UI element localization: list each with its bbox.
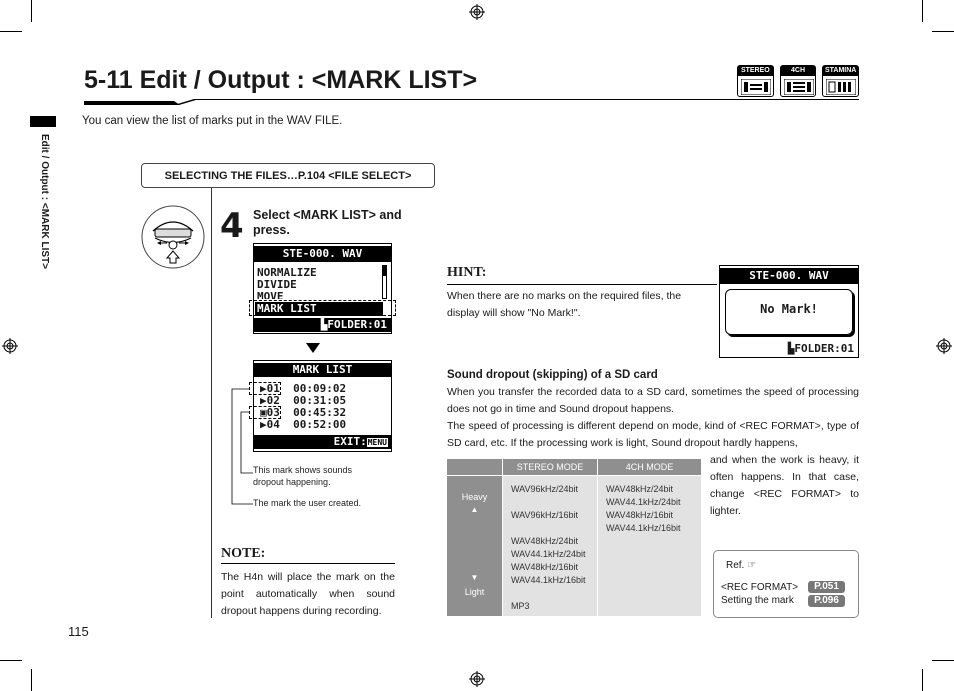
heavy-label: Heavy (461, 492, 488, 502)
mark-row: ▶04 00:52:00 (260, 418, 347, 431)
triangle-down-icon: ▼ (470, 573, 479, 582)
dropout-side-text: and when the work is heavy, it often happens. In that case, change <REC FORMAT> to lighter. (710, 454, 859, 517)
crop-mark (932, 31, 954, 32)
lcd-footer: ▙FOLDER:01 (787, 342, 854, 355)
select-files-box: SELECTING THE FILES…P.104 <FILE SELECT> (141, 163, 435, 188)
lcd-title: STE-000. WAV (254, 246, 391, 262)
user-mark-caption: The mark the user created. (253, 498, 362, 508)
note-rule (221, 563, 395, 564)
note-text: The H4n will place the mark on the point automatically when sound dropout happens during recording. (221, 571, 395, 617)
page-title: 5-11 Edit / Output : <MARK LIST> (84, 66, 478, 94)
dropout-text: When you transfer the recorded data to a SD card, sometimes the speed of processing does not go in time and Sound dropout happens. The speed of processing is different depend on mode, kind of <REC FORMAT>, type of SD card, etc. If the processing work is light, Sound dropout hardly happens, (447, 386, 859, 449)
dropout-title: Sound dropout (skipping) of a SD card (447, 369, 658, 381)
mode-icons (737, 65, 859, 97)
intro-text: You can view the list of marks put in the WAV FILE. (82, 115, 343, 127)
4ch-mode-icon: 4CH (780, 65, 817, 97)
crop-mark (31, 669, 32, 691)
registration-mark-icon (2, 338, 18, 354)
page-number: 115 (68, 624, 89, 639)
load-scale (447, 476, 502, 616)
crop-mark (922, 0, 923, 22)
crop-mark (31, 0, 32, 22)
side-tab-marker (30, 116, 56, 127)
divider-line (211, 188, 212, 618)
side-tab: Edit / Output : <MARK LIST> (39, 134, 50, 269)
selection-highlight (249, 300, 396, 316)
title-underline (84, 99, 859, 105)
lcd-no-mark (719, 265, 859, 358)
page-ref-badge: P.051 (808, 581, 845, 593)
registration-mark-icon (469, 4, 485, 20)
mark-row: ▶01 00:09:02 (260, 382, 347, 395)
hint-rule (447, 284, 717, 285)
menu-item: NORMALIZE (257, 266, 317, 279)
mark-row: ▣03 00:45:32 (260, 406, 347, 419)
menu-item: MOVE (257, 290, 284, 299)
crop-mark (922, 669, 923, 691)
rec-format-table (447, 459, 701, 616)
crop-mark (932, 660, 954, 661)
ref-label: Ref. ☞ (726, 560, 757, 571)
lcd-footer: ▙FOLDER:01 (254, 318, 391, 332)
crop-mark (0, 31, 22, 32)
message-popup: No Mark! (725, 289, 853, 335)
stamina-mode-icon: STAMINA (822, 65, 859, 97)
note-title: NOTE: (221, 546, 266, 561)
crop-mark (0, 660, 22, 661)
stereo-mode-column: WAV96kHz/24bit WAV96kHz/16bit WAV48kHz/24bit WAV44.1kHz/24bit WAV48kHz/16bit WAV44.1kHz/16bit MP3 (503, 476, 597, 616)
page-ref-badge: P.096 (808, 595, 845, 607)
caption-leader-lines (228, 385, 258, 510)
pointing-hand-icon: ☞ (747, 560, 757, 571)
stereo-mode-icon: STEREO (737, 65, 774, 97)
lcd-title: STE-000. WAV (720, 268, 858, 284)
lcd-file-menu (253, 243, 392, 334)
dropout-mark-caption: This mark shows sounds dropout happening. (253, 465, 353, 487)
menu-item-selected: MARK LIST (255, 302, 383, 316)
4ch-mode-column: WAV48kHz/24bit WAV44.1kHz/24bit WAV48kHz/16bit WAV44.1kHz/16bit (598, 476, 701, 616)
table-header-blank (447, 459, 502, 475)
triangle-up-icon: ▲ (470, 505, 479, 514)
lcd-title: MARK LIST (254, 363, 391, 377)
reference-box (713, 550, 859, 618)
ref-item-text: Setting the mark (721, 595, 794, 606)
registration-mark-icon (469, 671, 485, 687)
step-number: 4 (220, 206, 244, 246)
registration-mark-icon (936, 338, 952, 354)
table-header: STEREO MODE (503, 459, 597, 475)
step-instruction: Select <MARK LIST> and press. (253, 208, 402, 237)
table-header: 4CH MODE (598, 459, 701, 475)
menu-item: DIVIDE (257, 278, 297, 291)
mark-row: ▶02 00:31:05 (260, 394, 347, 407)
jog-dial-icon (141, 205, 205, 269)
arrow-down-icon (306, 343, 320, 353)
hint-text: When there are no marks on the required files, the display will show "No Mark!". (447, 290, 682, 319)
lcd-footer: EXIT:MENU (254, 435, 391, 449)
ref-item-text: <REC FORMAT> (721, 582, 799, 593)
scrollbar (382, 265, 387, 299)
hint-title: HINT: (447, 265, 487, 280)
light-label: Light (464, 587, 485, 597)
